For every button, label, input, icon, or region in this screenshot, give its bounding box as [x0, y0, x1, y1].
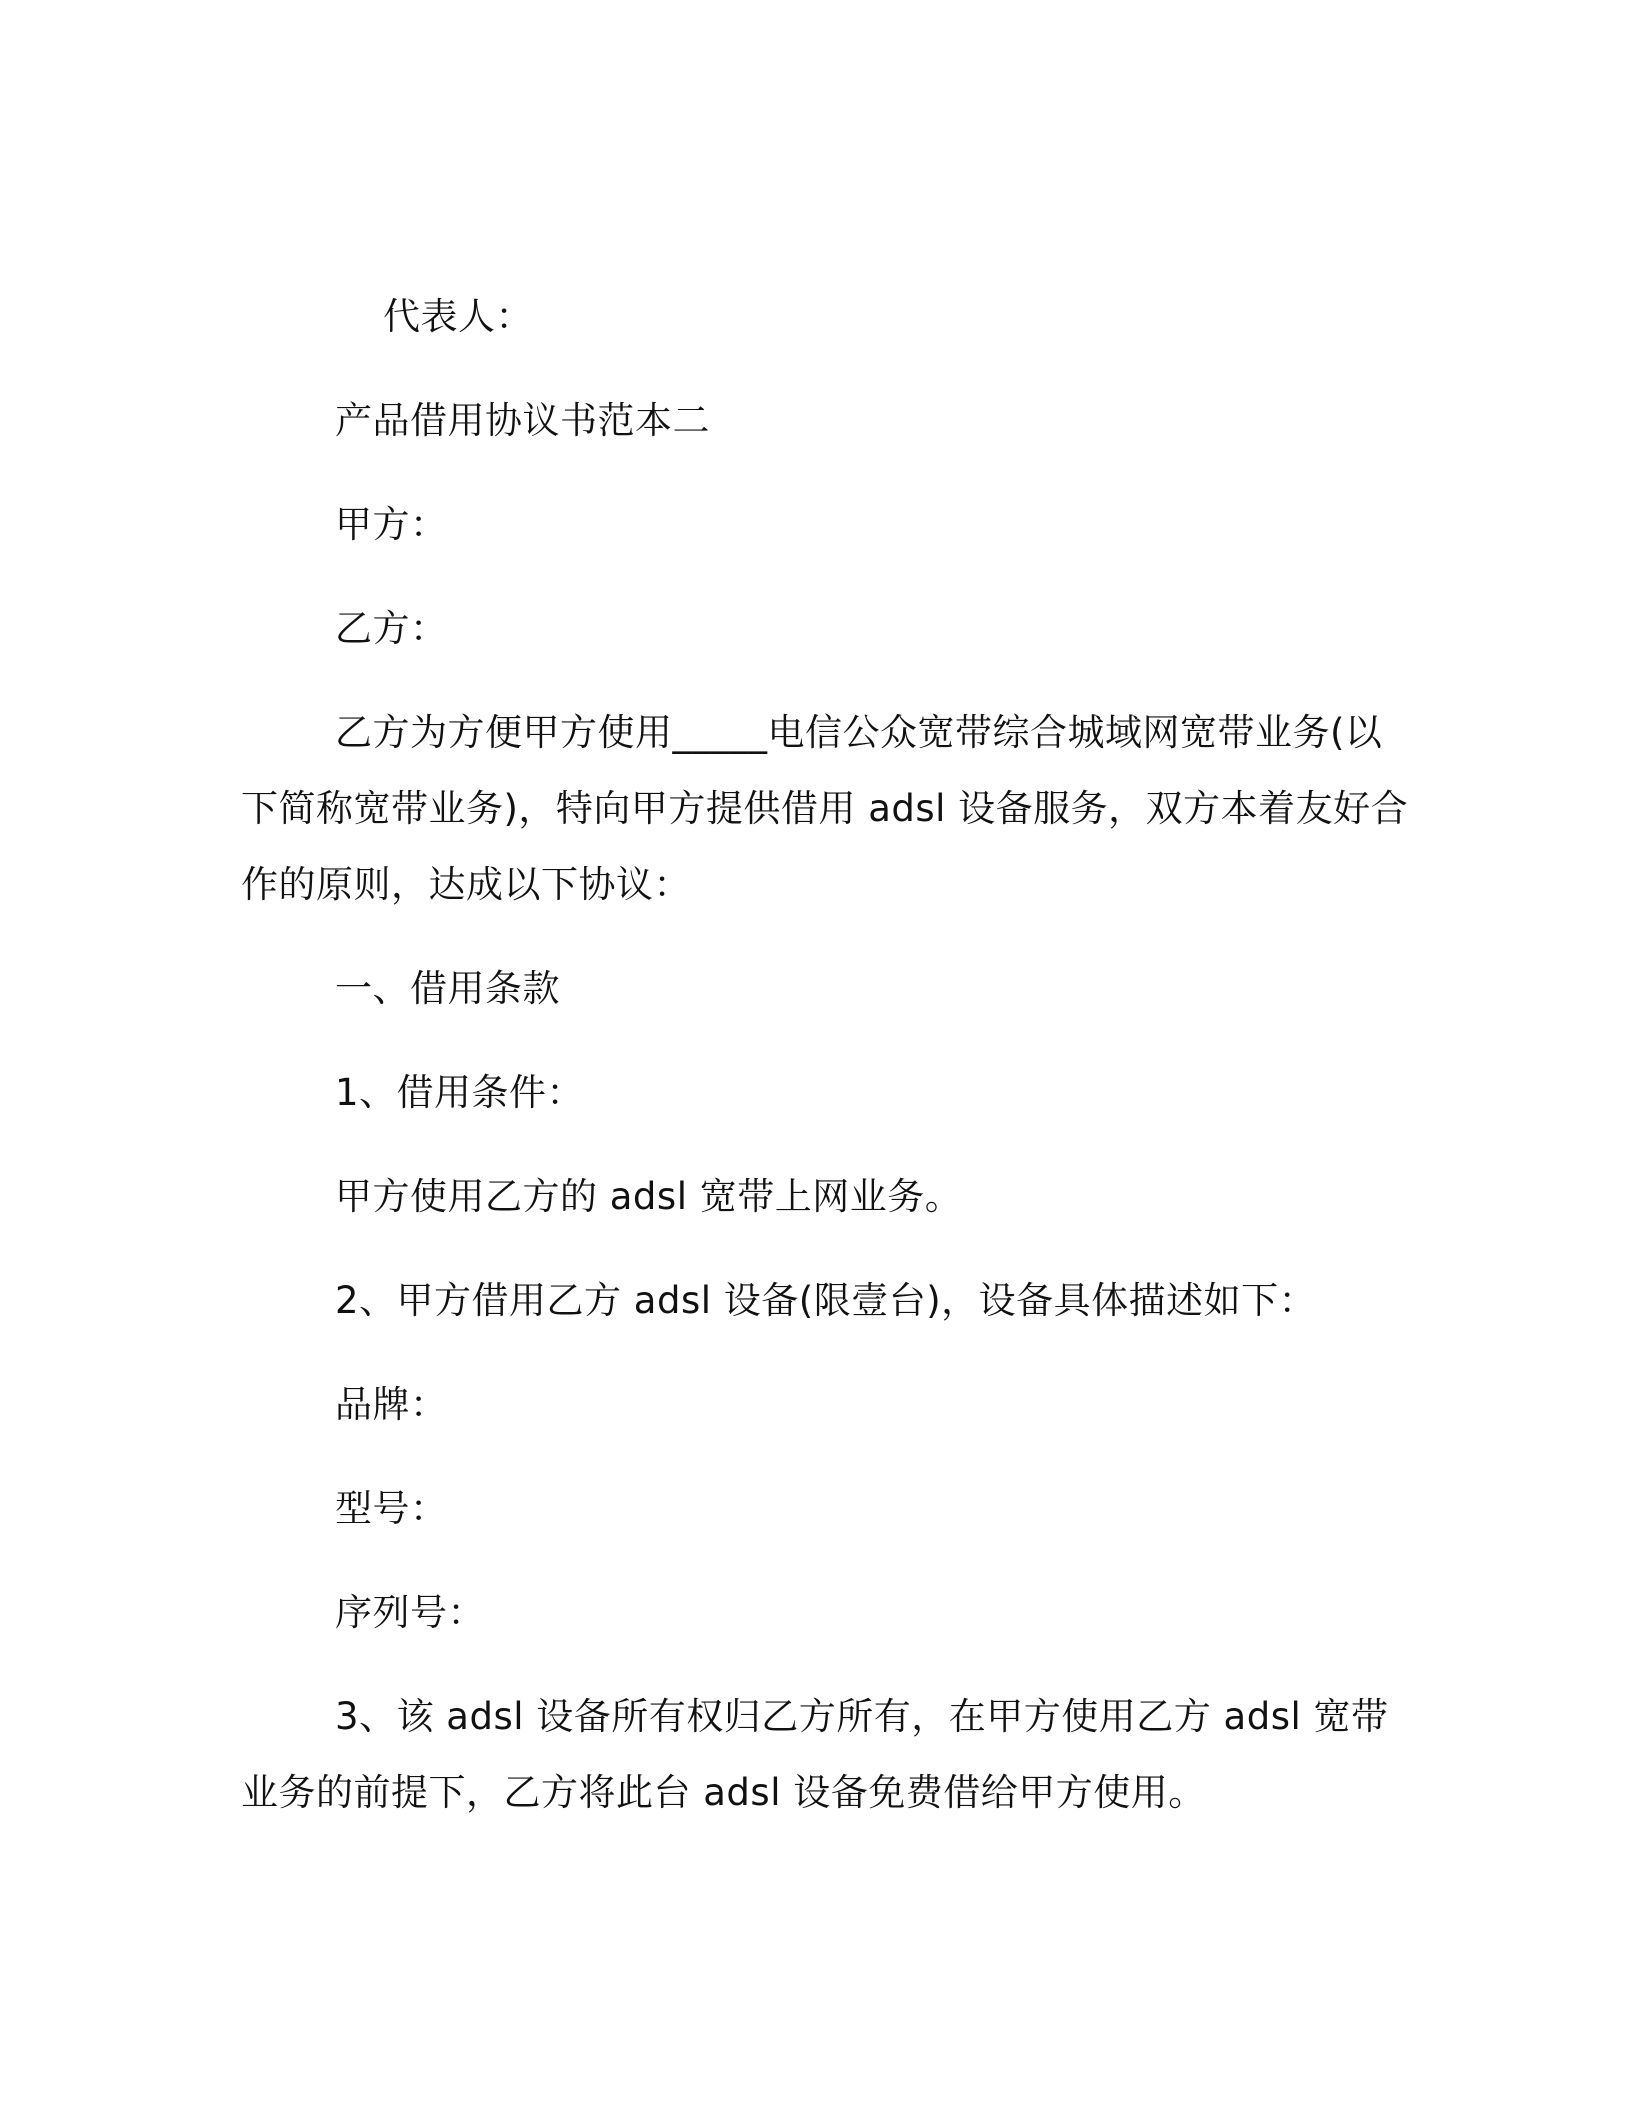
clause-3-line-2: 业务的前提下，乙方将此台 adsl 设备免费借给甲方使用。 — [241, 1771, 1206, 1814]
clause-3-line-1: 3、该 adsl 设备所有权归乙方所有，在甲方使用乙方 adsl 宽带 — [335, 1695, 1389, 1738]
party-a-label: 甲方： — [335, 503, 448, 546]
intro-paragraph-line-1: 乙方为方便甲方使用_____电信公众宽带综合城域网宽带业务(以 — [335, 711, 1383, 754]
model-label: 型号： — [335, 1487, 448, 1530]
representative-label: 代表人： — [383, 295, 533, 338]
clause-1-heading: 1、借用条件： — [335, 1071, 585, 1114]
clause-1-text: 甲方使用乙方的 adsl 宽带上网业务。 — [335, 1175, 963, 1218]
party-b-label: 乙方： — [335, 607, 448, 650]
clause-2-text: 2、甲方借用乙方 adsl 设备(限壹台)，设备具体描述如下： — [335, 1279, 1317, 1322]
brand-label: 品牌： — [335, 1383, 448, 1426]
serial-number-label: 序列号： — [335, 1591, 485, 1634]
intro-paragraph-line-3: 作的原则，达成以下协议： — [241, 863, 691, 906]
document-title: 产品借用协议书范本二 — [335, 399, 710, 442]
intro-paragraph-line-2: 下简称宽带业务)，特向甲方提供借用 adsl 设备服务，双方本着友好合 — [241, 787, 1409, 830]
section-heading-borrow-terms: 一、借用条款 — [335, 967, 560, 1010]
